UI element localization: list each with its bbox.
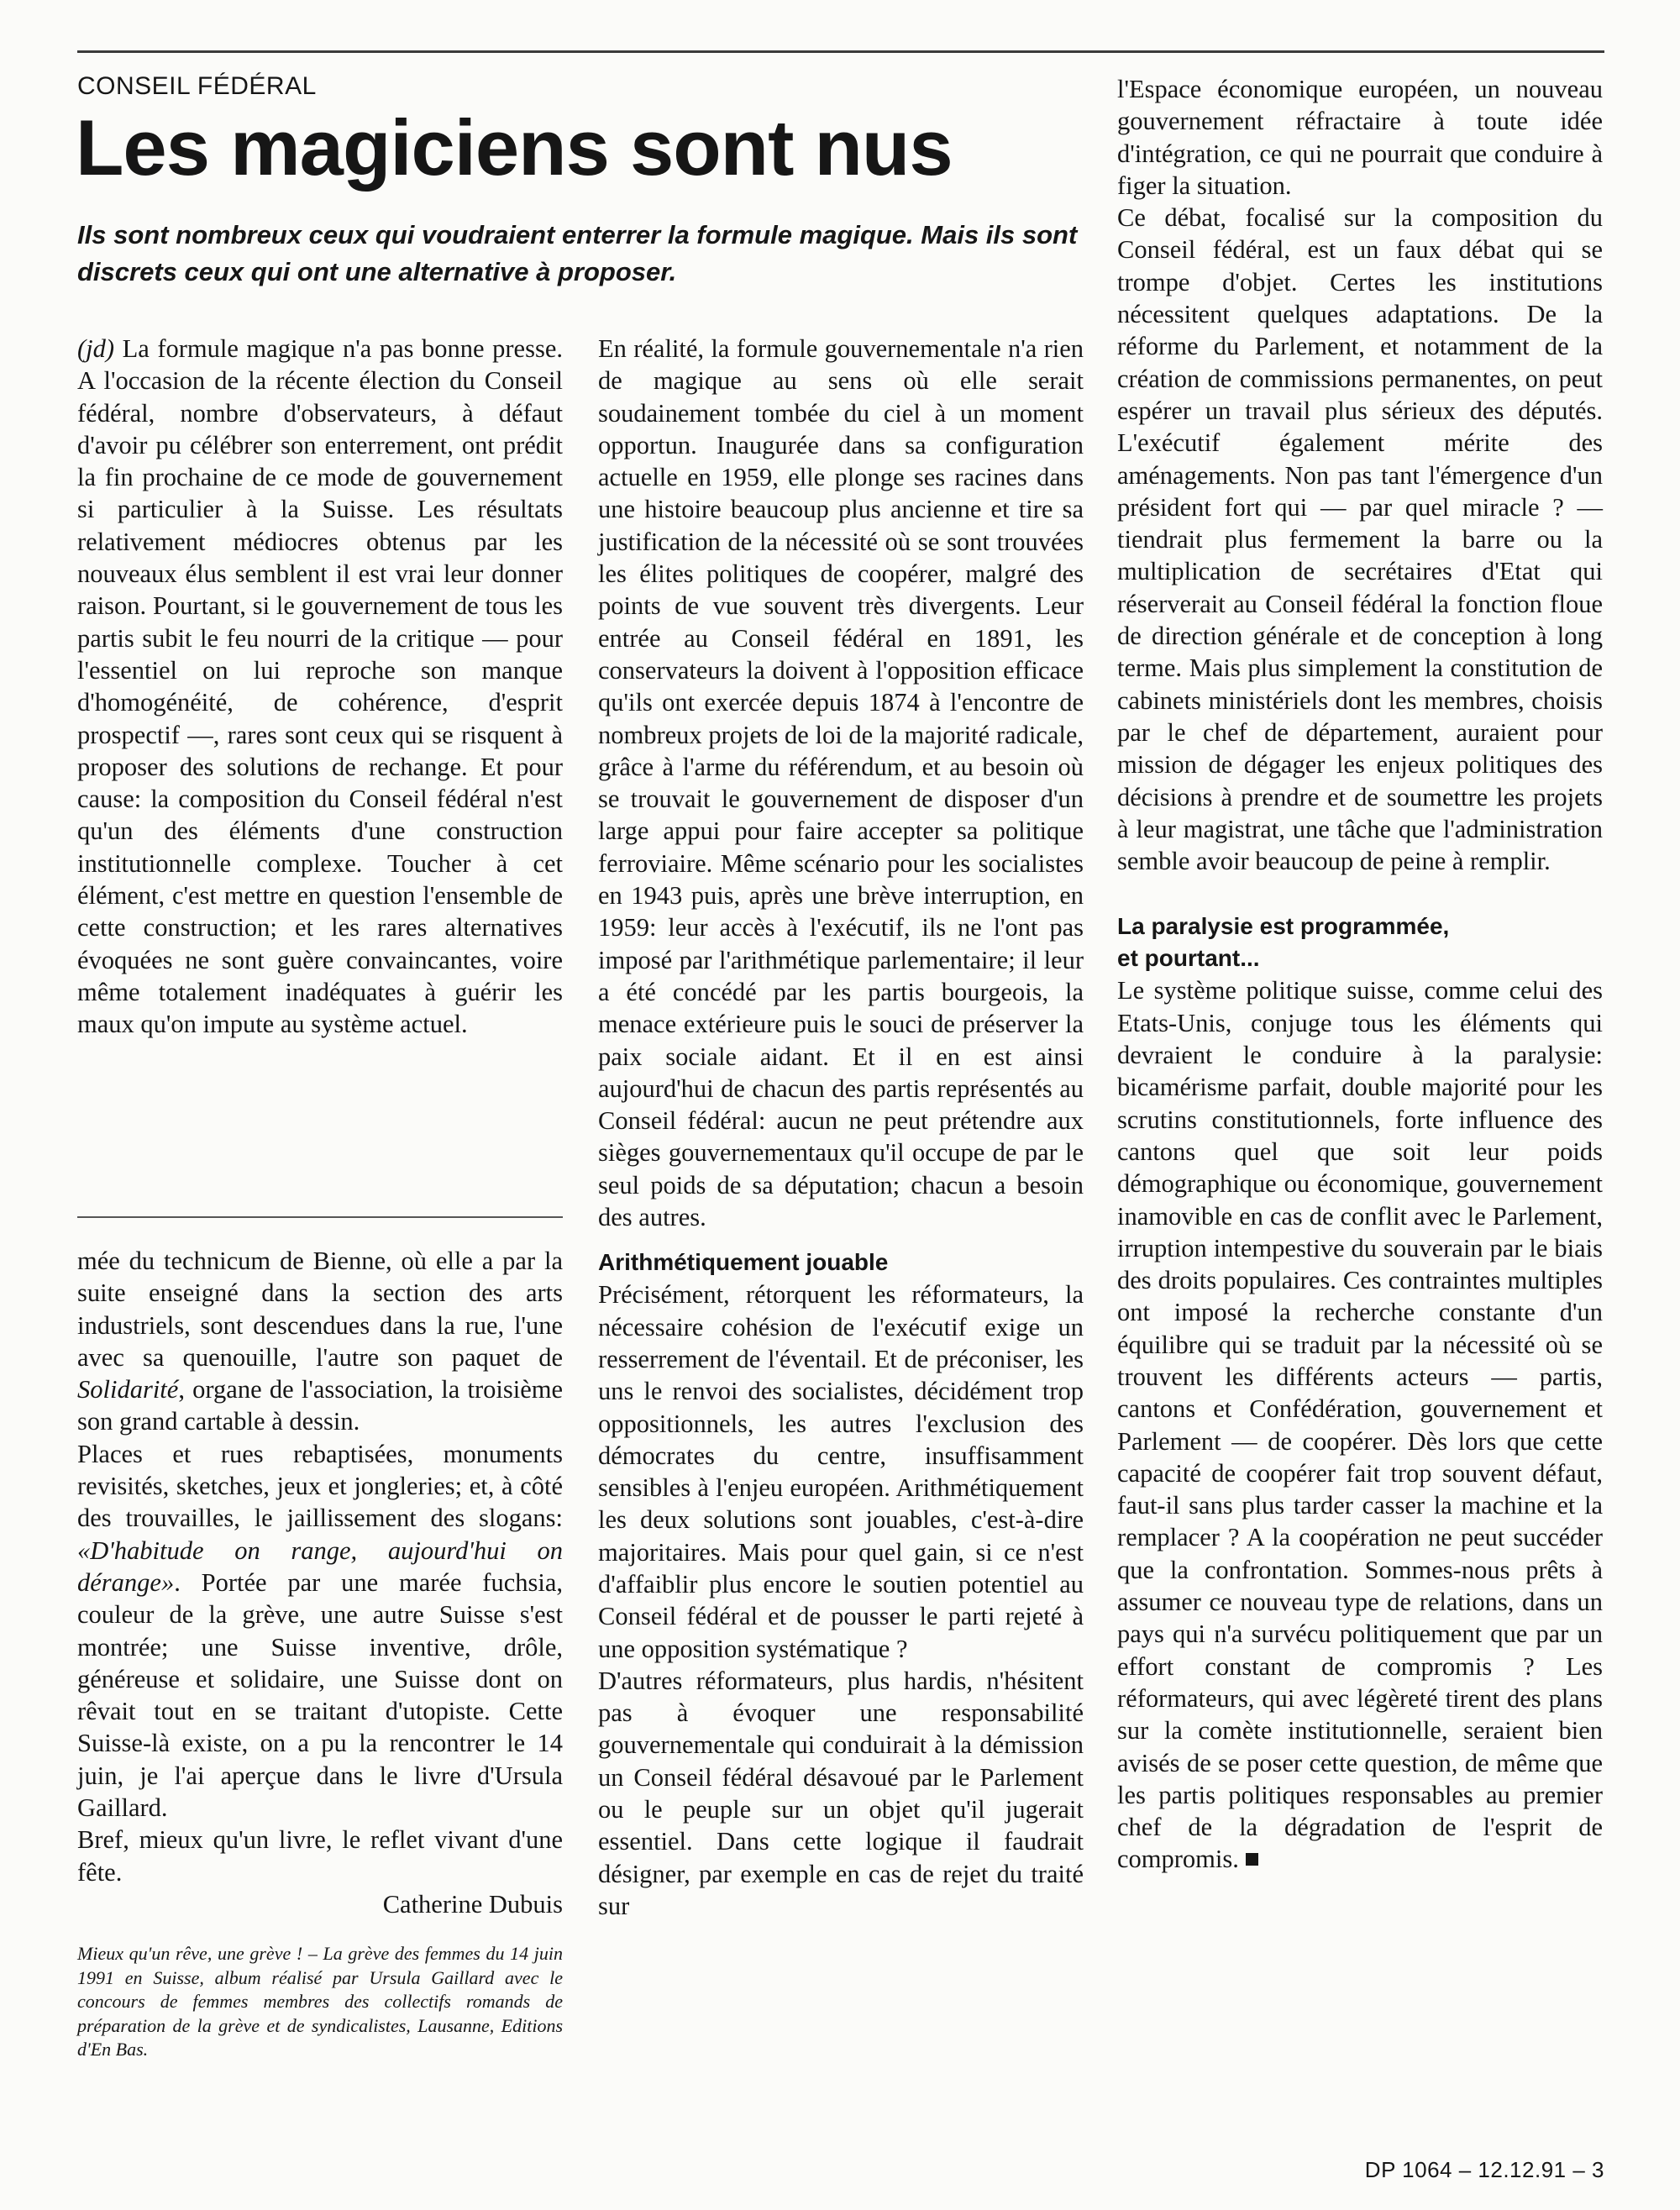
article-paragraph: D'autres réformateurs, plus hardis, n'hésitent pas à évoquer une responsabilité gouvernementale qui conduirait à la démission un Conseil fédéral désavoué par le Parlement ou le peuple sur un objet qu'il jugerait essentiel. Dans cette logique il faudrait désigner, par exemple en cas de rejet du traité sur <box>598 1666 1084 1920</box>
article-paragraph: Le système politique suisse, comme celui des Etats-Unis, conjuge tous les éléments qui devraient le conduire à la paralysie: bicamérisme parfait, double majorité pour les scrutins constitutionnels, forte influence des cantons quel que soit leur poids démographique ou économique, gouvernement inamovible en cas de conflit avec le Parlement, irruption intempestive du souverain par le biais des droits populaires. Ces contraintes multiples ont imposé la recherche constante d'un équilibre qui se traduit par la nécessité où se trouvent les différents acteurs — partis, cantons et Confédération, gouvernement et Parlement — de coopérer. Dès lors que cette capacité de coopérer fait trop souvent défaut, faut-il sans plus tarder casser la machine et la remplacer ? A la coopération ne peut succéder que la confrontation. Sommes-nous prêts à assumer ce nouveau type de relations, dans un pays qui n'a survécu politiquement que par un effort constant de compromis ? Les réformateurs, qui avec légèreté tirent des plans sur la comète institutionnelle, seraient bien avisés de se poser cette question, de même que les partis politiques responsables au premier chef de la dégradation de l'esprit de compromis. <box>1117 976 1603 1874</box>
page-folio: DP 1064 – 12.12.91 – 3 <box>1364 2157 1604 2182</box>
review-paragraph: Bref, mieux qu'un livre, le reflet vivant d'une fête. <box>77 1825 563 1887</box>
article-column-1 <box>77 333 563 1041</box>
article-column-3 <box>1117 73 1603 1876</box>
section-kicker: CONSEIL FÉDÉRAL <box>77 72 317 100</box>
end-of-article-mark <box>1246 1853 1258 1866</box>
book-credit: Mieux qu'un rêve, une grève ! – La grève des femmes du 14 juin 1991 en Suisse, album réalisé par Ursula Gaillard avec le concours de femmes membres des collectifs romands de préparation de la grève et de syndicalistes, Lausanne, Editions d'En Bas. <box>77 1943 563 2060</box>
article-paragraph: l'Espace économique européen, un nouveau gouvernement réfractaire à toute idée d'intégration, ce qui ne pourrait que conduire à figer la situation. <box>1117 75 1603 200</box>
article-paragraph: Ce débat, focalisé sur la composition du Conseil fédéral, est un faux débat qui se trompe d'objet. Certes les institutions nécessitent quelques adaptations. De la réforme du Parlement, et notamment de la création de commissions permanentes, on peut espérer un travail plus sérieux des députés. L'exécutif également mérite des aménagements. Non pas tant l'émergence d'un président fort qui — par quel miracle ? — tiendrait plus fermement la barre ou la multiplication de secrétaires d'Etat qui réserverait au Conseil fédéral la fonction floue de direction générale et de conception à long terme. Mais plus simplement la constitution de cabinets ministériels dont les membres, choisis par le chef de département, auraient pour mission de dégager les enjeux politiques des décisions à prendre et de soumettre les projets à leur magistrat, une tâche que l'administration semble avoir beaucoup de peine à remplir. <box>1117 203 1603 876</box>
subheading: La paralysie est programmée, et pourtant... <box>1117 913 1450 972</box>
subheading: Arithmétiquement jouable <box>598 1249 889 1276</box>
lead-paragraph: Ils sont nombreux ceux qui voudraient enterrer la formule magique. Mais ils sont discrets ceux qui ont une alternative à proposer. <box>77 220 1078 286</box>
article-paragraph: Précisément, rétorquent les réformateurs, la nécessaire cohésion de l'exécutif exige un resserrement de l'éventail. Et de préconiser, les uns le renvoi des socialistes, décidément trop oppositionnels, les autres l'exclusion des démocrates du centre, insuffisamment sensibles à l'enjeu européen. Arithmétiquement les deux solutions sont jouables, c'est-à-dire majoritaires. Mais pour quel gain, si ce n'est d'affaiblir plus encore le soutien potentiel au Conseil fédéral et de pousser le parti rejeté à une opposition systématique ? <box>598 1280 1084 1663</box>
column-divider-rule <box>77 1216 563 1218</box>
article-paragraph: En réalité, la formule gouvernementale n'a rien de magique au sens où elle serait soudainement tombée du ciel à un moment opportun. Inaugurée dans sa configuration actuelle en 1959, elle plonge ses racines dans une histoire beaucoup plus ancienne et tire sa justification de la nécessité où se sont trouvées les élites politiques de coopérer, malgré des points de vue souvent très divergents. Leur entrée au Conseil fédéral en 1891, les conservateurs la doivent à l'opposition efficace qu'ils ont exercée depuis 1874 à l'encontre de nombreux projets de loi de la majorité radicale, grâce à l'arme du référendum, et au besoin où se trouvait le gouvernement de disposer d'un large appui pour faire accepter sa politique ferroviaire. Même scénario pour les socialistes en 1943 puis, après une brève interruption, en 1959: leur accès à l'exécutif, ils ne l'ont pas imposé par l'arithmétique parlementaire; il leur a été concédé par les partis bourgeois, la menace extérieure puis le souci de préserver la paix sociale aidant. Et il en est ainsi aujourd'hui de chacun des partis représentés au Conseil fédéral: aucun ne peut prétendre aux sièges gouvernementaux qu'il occupe de par le seul poids de sa députation; chacun a besoin des autres. <box>598 334 1084 1232</box>
review-author: Catherine Dubuis <box>382 1889 563 1919</box>
headline: Les magiciens sont nus <box>76 103 953 192</box>
article-column-2 <box>598 333 1084 1922</box>
byline-tag: (jd) <box>77 334 115 363</box>
article-paragraph: (jd) La formule magique n'a pas bonne presse. A l'occasion de la récente élection du Conseil fédéral, nombre d'observateurs, à défaut d'avoir pu célébrer son enterrement, ont prédit la fin prochaine de ce mode de gouvernement si particulier à la Suisse. Les résultats relativement médiocres obtenus par les nouveaux élus semblent il est vrai leur donner raison. Pourtant, si le gouvernement de tous les partis subit le feu nourri de la critique — pour l'essentiel on lui reproche son manque d'homogénéité, de cohérence, d'esprit prospectif —, rares sont ceux qui se risquent à proposer des solutions de rechange. Et pour cause: la composition du Conseil fédéral n'est qu'un des éléments d'une construction institutionnelle complexe. Toucher à cet élément, c'est mettre en question l'ensemble de cette construction; et les rares alternatives évoquées ne sont guère convaincantes, voire même totalement inadéquates à guérir les maux qu'on impute au système actuel. <box>77 334 563 1039</box>
review-column <box>77 1245 563 1920</box>
review-paragraph: Places et rues rebaptisées, monuments revisités, sketches, jeux et jongleries; et, à côté des trouvailles, le jaillissement des slogans: «D'habitude on range, aujourd'hui on dérange». Portée par une marée fuchsia, couleur de la grève, une autre Suisse s'est montrée; une Suisse inventive, drôle, généreuse et solidaire, une Suisse dont on rêvait tout en se traitant d'utopiste. Cette Suisse-là existe, on a pu la rencontrer le 14 juin, je l'ai aperçue dans le livre d'Ursula Gaillard. <box>77 1439 563 1823</box>
top-rule <box>77 50 1604 53</box>
review-paragraph: mée du technicum de Bienne, où elle a par la suite enseigné dans la section des arts industriels, sont descendues dans la rue, l'une avec sa quenouille, l'autre son paquet de Solidarité, organe de l'association, la troisième son grand cartable à dessin. <box>77 1247 563 1436</box>
